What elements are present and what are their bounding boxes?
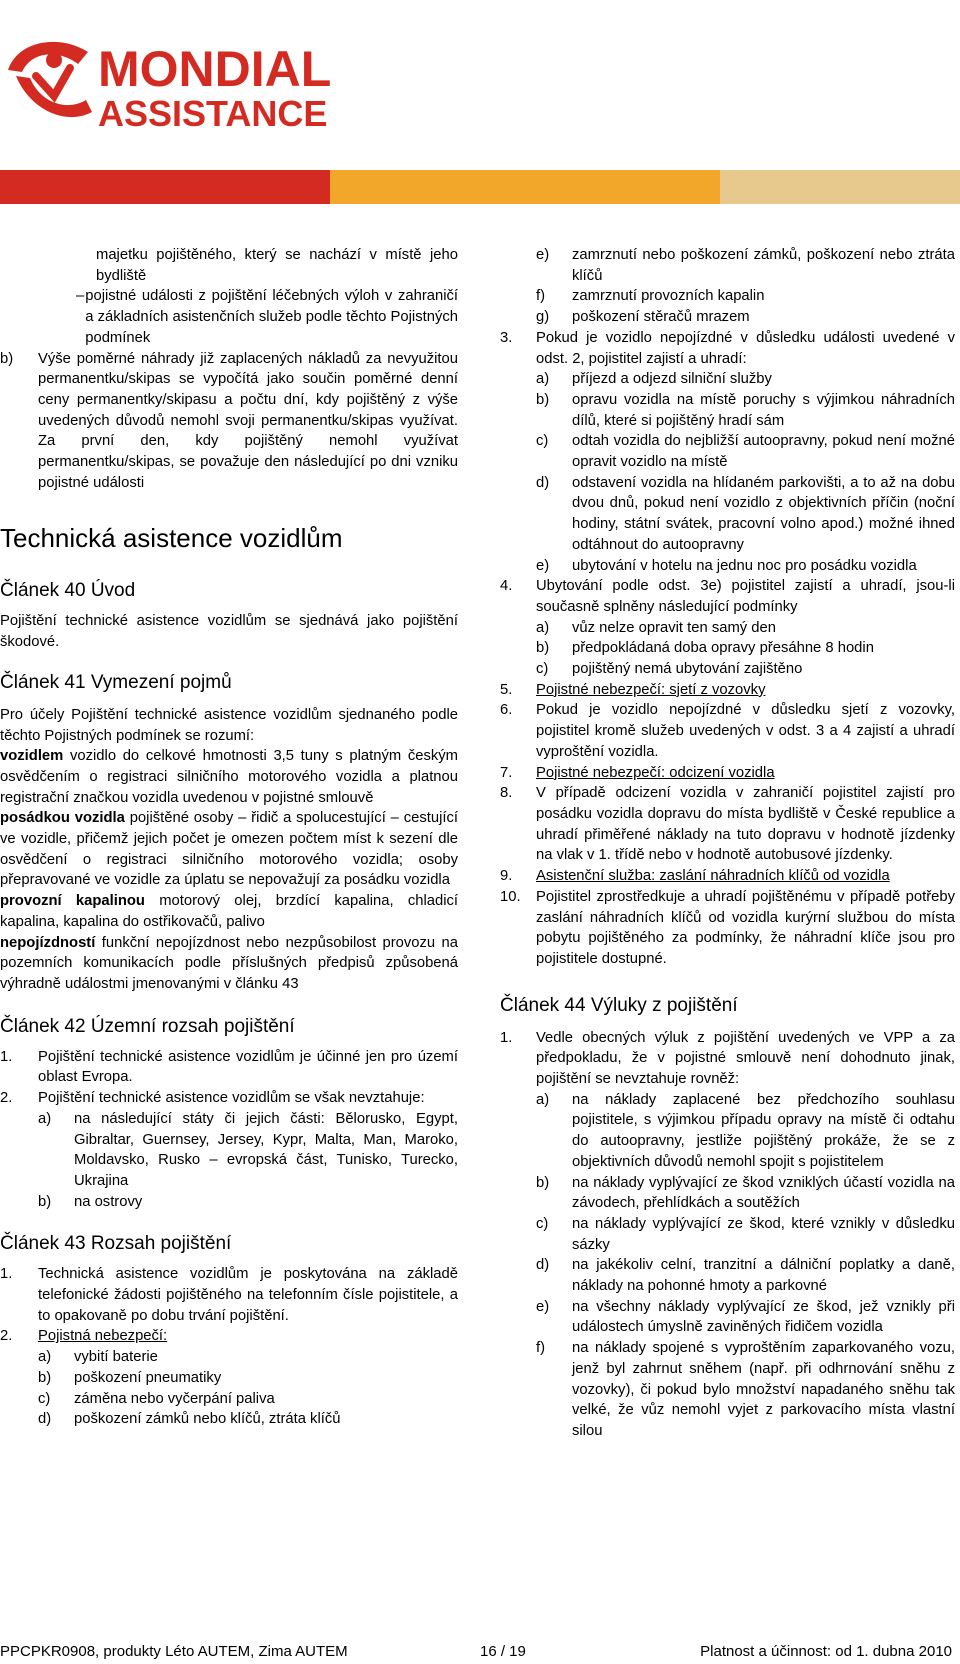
footer-page-number: 16 / 19 <box>480 1643 526 1660</box>
list-item: a) na následující státy či jejich části: Bělorusko, Egypt, Gibraltar, Guernsey, Jersey, Kypr, Malta, Man, Maroko, Moldavsko, Rusko – evropská část, Tunisko, Turecko, Ukrajina <box>38 1110 458 1189</box>
list-item: 1. Pojištění technické asistence vozidlům je účinné jen pro území oblast Evropa. <box>0 1048 458 1086</box>
list-item: – pojistné události z pojištění léčebných výloh v zahraničí a základních asistenčních služeb podle těchto Pojistných podmínek <box>76 288 458 346</box>
list-item: c) pojištěný nemá ubytování zajištěno <box>536 661 803 678</box>
paragraph: majetku pojištěného, který se nachází v místě jeho bydliště <box>96 247 458 284</box>
page-footer <box>0 1643 960 1663</box>
list-item: 8. V případě odcizení vozidla v zahraničí pojistitel zajistí pro posádku vozidla dopravu do místa bydliště v České republice a uhradí přiměřené náklady na tuto dopravu v hodnotě jízdenky na vlak v 1. třídě nebo v hodnotě autobusové jízdenky. <box>500 785 955 864</box>
svg-text:MONDIAL: MONDIAL <box>98 41 332 97</box>
article-title: Článek 40 Úvod <box>0 580 136 602</box>
list-item: a) vybití baterie <box>38 1349 158 1366</box>
definition: vozidlem vozidlo do celkové hmotnosti 3,5 tuny s platným českým osvědčením o registraci silničního motorového vozidla a platnou registrační značkou vozidla uvedenou v pojistné smlouvě <box>0 748 458 806</box>
paragraph: Pro účely Pojištění technické asistence vozidlům sjednaného podle těchto Pojistných podmínek se rozumí: <box>0 706 458 744</box>
list-item: f) na náklady spojené s vyproštěním zaparkovaného vozu, jenž byl zahrnut sněhem (např. při odhrnování sněhu z vozovky), či pokud bylo množství napadaného sněhu tak velké, že vůz nemohl vyjet z parkovacího místa vlastní silou <box>536 1340 955 1439</box>
header-band-tan <box>720 170 960 204</box>
list-item: d) na jakékoliv celní, tranzitní a dálniční poplatky a daně, náklady na pohonné hmoty a parkovné <box>536 1257 955 1295</box>
list-item: 5. Pojistné nebezpečí: sjetí z vozovky <box>500 681 766 698</box>
article-title: Článek 44 Výluky z pojištění <box>500 994 738 1016</box>
list-item: f) zamrznutí provozních kapalin <box>536 288 765 305</box>
list-item: g) poškození stěračů mrazem <box>536 309 750 326</box>
list-item: 2. Pojistná nebezpečí: <box>0 1328 168 1345</box>
footer-document-code: PPCPKR0908, produkty Léto AUTEM, Zima AUTEM <box>0 1643 348 1660</box>
list-item: 3. Pokud je vozidlo nepojízdné v důsledku události uvedené v odst. 2, pojistitel zajistí a uhradí: <box>500 329 955 367</box>
list-item: d) odstavení vozidla na hlídaném parkovišti, a to až na dobu dvou dnů, pokud není vozidlo z objektivních příčin (noční hodiny, státní svátek, pracovní volno apod.) možné ihned odtáhnout do autoopravny <box>536 474 955 553</box>
list-item: d) poškození zámků nebo klíčů, ztráta klíčů <box>38 1411 341 1428</box>
definition: provozní kapalinou motorový olej, brzdící kapalina, chladicí kapalina, kapalina do ostřikovačů, palivo <box>0 893 459 930</box>
list-item: b) Výše poměrné náhrady již zaplacených nákladů za nevyužitou permanentku/skipas se vypočítá jako součin poměrné denní ceny permanentky/skipasu a počtu dní, kdy pojištěný z výše uvedených důvodů nemohl svoji permanentku/skipas využívat. Za první den, kdy pojištěný nemohl využívat permanentku/skipas, se považuje den následující po dni vzniku pojistné události <box>0 350 458 491</box>
definition: nepojízdností funkční nepojízdnost nebo nezpůsobilost provozu na pozemních komunikacích podle příslušných předpisů způsobená výhradně událostmi jmenovanými v článku 43 <box>0 934 458 992</box>
list-item: b) opravu vozidla na místě poruchy s výjimkou náhradních dílů, které si pojištěný hradí sám <box>536 391 955 429</box>
list-item: 10. Pojistitel zprostředkuje a uhradí pojištěnému v případě potřeby zaslání náhradních klíčů od vozidla kurýrní službou do místa pobytu pojištěného za podmínky, že náhradní klíče jsou pro pojistitele dostupné. <box>500 888 955 967</box>
article-title: Článek 41 Vymezení pojmů <box>0 671 232 693</box>
list-item: e) na všechny náklady vyplývající ze škod, jež vznikly při událostech úmyslně zaviněných řidičem vozidla <box>536 1298 955 1336</box>
footer-validity: Platnost a účinnost: od 1. dubna 2010 <box>700 1643 952 1660</box>
header-band-red <box>0 170 330 204</box>
list-item: a) příjezd a odjezd silniční služby <box>536 371 772 388</box>
paragraph: Pojištění technické asistence vozidlům se sjednává jako pojištění škodové. <box>0 613 458 651</box>
list-item: e) ubytování v hotelu na jednu noc pro posádku vozidla <box>536 557 917 574</box>
list-item: 1. Technická asistence vozidlům je poskytována na základě telefonické žádosti pojištěného na telefonním čísle pojistitele, a to opakovaně po dobu trvání pojištění. <box>0 1266 458 1324</box>
list-item: a) vůz nelze opravit ten samý den <box>536 619 776 636</box>
list-item: c) na náklady vyplývající ze škod, které vznikly v důsledku sázky <box>536 1215 955 1253</box>
list-item: b) na ostrovy <box>38 1193 143 1210</box>
svg-text:ASSISTANCE: ASSISTANCE <box>98 93 328 134</box>
list-item: b) poškození pneumatiky <box>38 1369 222 1386</box>
mondial-assistance-logo <box>0 30 360 140</box>
list-item: 1. Vedle obecných výluk z pojištění uvedených ve VPP a za předpokladu, že v pojistné smlouvě není dohodnuto jinak, pojištění se nevztahuje rovněž: <box>500 1029 955 1088</box>
list-item: b) předpokládaná doba opravy přesáhne 8 hodin <box>536 640 874 657</box>
list-item: 6. Pokud je vozidlo nepojízdné v důsledku sjetí z vozovky, pojistitel kromě služeb uvedených v odst. 3 a 4 zajistí a uhradí vyproštění vozidla. <box>500 702 955 760</box>
list-item: 9. Asistenční služba: zaslání náhradních klíčů od vozidla <box>500 868 890 885</box>
list-item: e) zamrznutí nebo poškození zámků, poškození nebo ztráta klíčů <box>536 247 955 284</box>
article-title: Článek 43 Rozsah pojištění <box>0 1233 232 1255</box>
list-item: c) záměna nebo vyčerpání paliva <box>38 1390 275 1407</box>
section-title: Technická asistence vozidlům <box>0 523 343 554</box>
list-item: 7. Pojistné nebezpečí: odcizení vozidla <box>500 764 775 781</box>
list-item: 2. Pojištění technické asistence vozidlům se však nevztahuje: <box>0 1090 425 1107</box>
right-column <box>500 245 955 1442</box>
list-item: b) na náklady vyplývající ze škod vzniklých účastí vozidla na závodech, přehlídkách a soutěžích <box>536 1174 955 1212</box>
article-title: Článek 42 Územní rozsah pojištění <box>0 1015 295 1037</box>
list-item: 4. Ubytování podle odst. 3e) pojistitel zajistí a uhradí, jsou-li současně splněny následující podmínky <box>500 578 955 615</box>
header-band-orange <box>330 170 720 204</box>
page-header <box>0 0 960 205</box>
list-item: c) odtah vozidla do nejbližší autoopravny, pokud není možné opravit vozidlo na místě <box>536 433 955 471</box>
left-column <box>0 245 458 1430</box>
definition: posádkou vozidla pojištěné osoby – řidič a spolucestující – cestující ve vozidle, přičemž jejich počet je omezen počtem míst k sezení dle osvědčení o registraci silničního motorového vozidla; osoby přepravované ve vozidle za úplatu se nepovažují za posádku vozidla <box>0 810 458 889</box>
list-item: a) na náklady zaplacené bez předchozího souhlasu pojistitele, s výjimkou případu opravy na místě či odtahu do autoopravny, jestliže pojištěný prokáže, že se z objektivních důvodů nemohl spojit s pojistitelem <box>536 1091 955 1170</box>
